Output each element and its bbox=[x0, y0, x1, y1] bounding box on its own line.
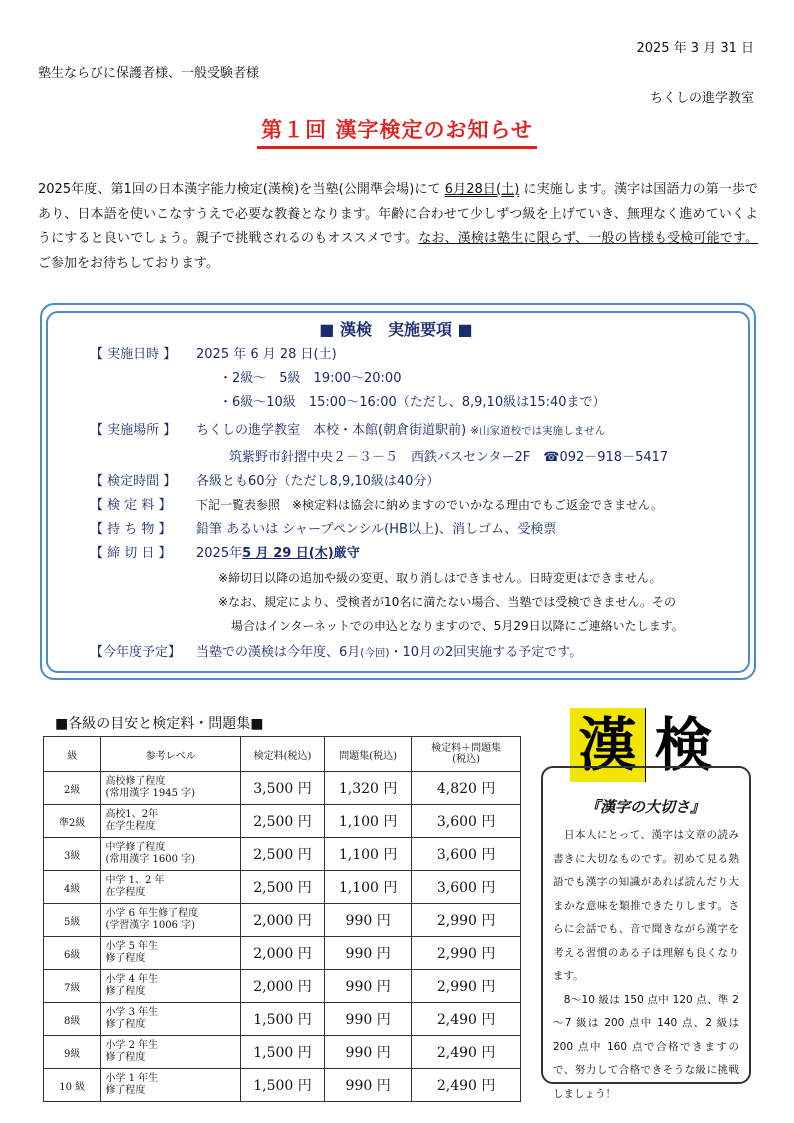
sender: ちくしの進学教室 bbox=[649, 91, 754, 106]
intro-open-note: なお、漢検は塾生に限らず、一般の皆様も受検可能です。 bbox=[418, 231, 758, 246]
fee-cell: 2,500 円 bbox=[240, 838, 324, 871]
outline-plan-small: (今回) bbox=[360, 647, 390, 659]
outline-date-row bbox=[90, 343, 337, 362]
outline-note-2: ※なお、規定により、受検者が10名に満たない場合、当塾では受検できません。その bbox=[218, 595, 677, 609]
grade-cell: 6級 bbox=[44, 937, 101, 970]
fee-cell: 3,500 円 bbox=[240, 772, 324, 805]
grade-cell: 2級 bbox=[44, 772, 101, 805]
outline-time-2: ・6級～10級 15:00～16:00（ただし、8,9,10級は15:40まで） bbox=[219, 395, 606, 410]
level-cell bbox=[101, 1003, 241, 1036]
table-body bbox=[44, 772, 521, 1102]
level-line-1: 小学 6 年生修了程度 bbox=[105, 908, 199, 919]
total-cell: 2,490 円 bbox=[412, 1069, 521, 1102]
table-row bbox=[44, 805, 521, 838]
intro-paragraph bbox=[38, 178, 758, 276]
importance-text bbox=[553, 824, 739, 1106]
fee-cell: 1,500 円 bbox=[240, 1069, 324, 1102]
grade-cell: 4級 bbox=[44, 871, 101, 904]
outline-items-value: 鉛筆 あるいは シャープペンシル(HB以上)、消しゴム、受検票 bbox=[196, 522, 557, 537]
fee-table bbox=[43, 736, 521, 1102]
table-row bbox=[44, 772, 521, 805]
level-cell bbox=[101, 805, 241, 838]
outline-deadline-prefix: 2025年 bbox=[196, 546, 243, 561]
table-row bbox=[44, 1036, 521, 1069]
book-cell: 990 円 bbox=[325, 904, 412, 937]
outline-fee-value: 下記一覧表参照 ※検定料は協会に納めますのでいかなる理由でもご返金できません。 bbox=[196, 498, 663, 512]
book-cell: 990 円 bbox=[325, 1003, 412, 1036]
logo-ken: 検 bbox=[646, 708, 721, 782]
total-cell: 4,820 円 bbox=[412, 772, 521, 805]
level-cell bbox=[101, 970, 241, 1003]
level-line-1: 小学 1 年生 bbox=[105, 1073, 159, 1084]
book-cell: 990 円 bbox=[325, 970, 412, 1003]
book-cell: 990 円 bbox=[325, 1069, 412, 1102]
grade-cell: 7級 bbox=[44, 970, 101, 1003]
grade-cell: 10 級 bbox=[44, 1069, 101, 1102]
outline-title: ■ 漢検 実施要項 ■ bbox=[319, 320, 473, 339]
level-line-2: (常用漢字 1945 字) bbox=[105, 788, 196, 799]
outline-place-row bbox=[90, 419, 605, 438]
outline-fee-label: 【 検 定 料 】 bbox=[90, 498, 172, 513]
level-line-2: 修了程度 bbox=[105, 986, 146, 997]
total-cell: 3,600 円 bbox=[412, 871, 521, 904]
logo-kan: 漢 bbox=[570, 708, 645, 782]
level-cell bbox=[101, 904, 241, 937]
header-total: 検定料＋問題集 (税込) bbox=[412, 737, 521, 772]
total-cell: 3,600 円 bbox=[412, 805, 521, 838]
level-line-2: 修了程度 bbox=[105, 1052, 146, 1063]
fee-cell: 2,500 円 bbox=[240, 871, 324, 904]
book-cell: 1,320 円 bbox=[325, 772, 412, 805]
level-line-2: 在学生程度 bbox=[105, 821, 156, 832]
importance-title: 『漢字の大切さ』 bbox=[584, 798, 705, 816]
table-row bbox=[44, 970, 521, 1003]
book-cell: 1,100 円 bbox=[325, 871, 412, 904]
total-cell: 2,490 円 bbox=[412, 1036, 521, 1069]
outline-deadline-suffix: 厳守 bbox=[333, 546, 360, 561]
level-line-2: 修了程度 bbox=[105, 1019, 146, 1030]
header-level: 参考レベル bbox=[101, 737, 241, 772]
total-cell: 2,990 円 bbox=[412, 970, 521, 1003]
outline-place-note: ※山家道校では実施しません bbox=[470, 425, 606, 437]
intro-text-2: に実施します。漢字は国語力の第一歩であり、日本語を使いこなすうえで必要な教養となります。年齢に合わせて少しずつ級を上げていき、無理なく進めていくようにすると良いでしょう。親子で挑戦されるのもオススメです。 bbox=[38, 182, 758, 246]
table-row bbox=[44, 937, 521, 970]
total-cell: 2,490 円 bbox=[412, 1003, 521, 1036]
grade-cell: 9級 bbox=[44, 1036, 101, 1069]
level-cell bbox=[101, 838, 241, 871]
fee-cell: 1,500 円 bbox=[240, 1036, 324, 1069]
outline-items-row bbox=[90, 518, 556, 537]
page-title-text: 第１回 漢字検定のお知らせ bbox=[257, 114, 537, 149]
grade-cell: 8級 bbox=[44, 1003, 101, 1036]
outline-fee-row bbox=[90, 494, 663, 513]
level-line-1: 高校1、2年 bbox=[105, 809, 159, 820]
level-line-2: 修了程度 bbox=[105, 953, 146, 964]
table-row bbox=[44, 871, 521, 904]
level-line-1: 小学 2 年生 bbox=[105, 1040, 159, 1051]
book-cell: 990 円 bbox=[325, 937, 412, 970]
level-line-1: 中学 1、2 年 bbox=[105, 875, 165, 886]
book-cell: 1,100 円 bbox=[325, 805, 412, 838]
addressee: 塾生ならびに保護者様、一般受験者様 bbox=[38, 66, 260, 81]
grade-cell: 3級 bbox=[44, 838, 101, 871]
total-cell: 2,990 円 bbox=[412, 937, 521, 970]
outline-deadline-row bbox=[90, 542, 360, 561]
outline-note-1: ※締切日以降の追加や級の変更、取り消しはできません。日時変更はできません。 bbox=[218, 571, 662, 585]
fee-cell: 2,000 円 bbox=[240, 937, 324, 970]
total-cell: 3,600 円 bbox=[412, 838, 521, 871]
level-line-1: 小学 3 年生 bbox=[105, 1007, 159, 1018]
level-line-2: 在学程度 bbox=[105, 887, 146, 898]
outline-plan-value-1: 当塾での漢検は今年度、6月 bbox=[196, 645, 361, 660]
total-cell: 2,990 円 bbox=[412, 904, 521, 937]
level-line-2: 修了程度 bbox=[105, 1085, 146, 1096]
book-cell: 1,100 円 bbox=[325, 838, 412, 871]
outline-duration-label: 【 検定時間 】 bbox=[90, 474, 177, 489]
fee-cell: 2,000 円 bbox=[240, 970, 324, 1003]
page-title bbox=[0, 114, 794, 149]
fee-cell: 1,500 円 bbox=[240, 1003, 324, 1036]
importance-text-1: 日本人にとって、漢字は文章の読み書きに大切なものです。初めて見る熟語でも漢字の知識があれば読んだり大まかな意味を類推できたりします。さらに会話でも、音で聞きながら漢字を考える習慣のある子は理解も良くなります。 bbox=[553, 829, 739, 982]
outline-items-label: 【 持 ち 物 】 bbox=[90, 522, 172, 537]
book-cell: 990 円 bbox=[325, 1036, 412, 1069]
document-date: 2025 年 3 月 31 日 bbox=[636, 41, 754, 56]
outline-note-3: 場合はインターネットでの申込となりますので、5月29日以降にご連絡いたします。 bbox=[231, 619, 684, 633]
level-cell bbox=[101, 1036, 241, 1069]
outline-time-1: ・2級～ 5級 19:00～20:00 bbox=[219, 371, 402, 386]
importance-text-2: 8～10 級は 150 点中 120 点、準 2～7 級は 200 点中 140 点、2 級は 200 点中 160 点で合格できますので、努力して合格できそうな級に挑戦しましょう！ bbox=[553, 993, 739, 1100]
level-line-1: 高校修了程度 bbox=[105, 776, 166, 787]
table-row bbox=[44, 838, 521, 871]
fee-cell: 2,000 円 bbox=[240, 904, 324, 937]
outline-deadline-date: 5 月 29 日(木) bbox=[242, 546, 334, 561]
grade-cell: 準2級 bbox=[44, 805, 101, 838]
outline-phone: ☎092－918－5417 bbox=[543, 450, 669, 465]
level-cell bbox=[101, 772, 241, 805]
header-book: 問題集(税込) bbox=[325, 737, 412, 772]
outline-duration-row bbox=[90, 470, 439, 489]
level-line-1: 小学 4 年生 bbox=[105, 974, 159, 985]
outline-date-value: 2025 年 6 月 28 日(土) bbox=[196, 347, 337, 362]
table-row bbox=[44, 904, 521, 937]
table-title: ■各級の目安と検定料・問題集■ bbox=[55, 716, 264, 732]
level-line-2: (学習漢字 1006 字) bbox=[105, 920, 196, 931]
outline-address-row bbox=[229, 446, 668, 465]
fee-cell: 2,500 円 bbox=[240, 805, 324, 838]
table-header-row bbox=[44, 737, 521, 772]
level-line-1: 小学 5 年生 bbox=[105, 941, 159, 952]
level-cell bbox=[101, 937, 241, 970]
outline-duration-value: 各級とも60分（ただし8,9,10級は40分） bbox=[196, 474, 440, 489]
outline-deadline-label: 【 締 切 日 】 bbox=[90, 546, 172, 561]
grade-cell: 5級 bbox=[44, 904, 101, 937]
table-row bbox=[44, 1069, 521, 1102]
level-cell bbox=[101, 1069, 241, 1102]
level-line-1: 中学修了程度 bbox=[105, 842, 166, 853]
intro-text-4: ご参加をお待ちしております。 bbox=[38, 255, 219, 271]
outline-date-label: 【 実施日時 】 bbox=[90, 347, 177, 362]
outline-plan-row bbox=[90, 641, 582, 660]
intro-text-1: 2025年度、第1回の日本漢字能力検定(漢検)を当塾(公開準会場)にて bbox=[38, 182, 445, 197]
outline-plan-value-2: ・10月の2回実施する予定です。 bbox=[389, 645, 583, 660]
level-cell bbox=[101, 871, 241, 904]
outline-place-label: 【 実施場所 】 bbox=[90, 423, 177, 438]
table-row bbox=[44, 1003, 521, 1036]
outline-plan-label: 【今年度予定】 bbox=[90, 645, 182, 660]
level-line-2: (常用漢字 1600 字) bbox=[105, 854, 196, 865]
header-grade: 級 bbox=[44, 737, 101, 772]
outline-place-value: ちくしの進学教室 本校・本館(朝倉街道駅前) bbox=[196, 423, 467, 438]
intro-exam-date: 6月28日(土) bbox=[444, 182, 520, 197]
header-fee: 検定料(税込) bbox=[240, 737, 324, 772]
outline-address: 筑紫野市針摺中央２－３－５ 西鉄バスセンター2F bbox=[229, 450, 531, 465]
